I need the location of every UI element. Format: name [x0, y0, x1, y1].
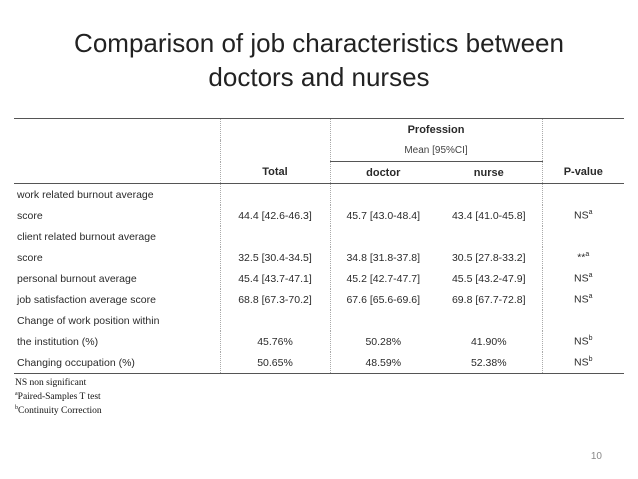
profession-header: Profession	[330, 119, 542, 141]
cell-pvalue: $NS^a$	[542, 268, 624, 289]
title-line-1: Comparison of job characteristics between	[74, 28, 564, 58]
slide-title	[20, 26, 618, 94]
row-label: client related burnout average	[17, 230, 156, 243]
row-label: job satisfaction average score	[17, 293, 156, 306]
comparison-table	[14, 118, 624, 374]
row-label: score	[17, 251, 43, 264]
table-row	[14, 268, 624, 289]
comparison-table-wrap	[14, 118, 624, 374]
title-line-2: doctors and nurses	[208, 62, 430, 92]
cell-nurse: 43.4 [41.0-45.8]	[451, 209, 526, 222]
cell-doctor: 34.8 [31.8-37.8]	[330, 247, 436, 268]
table-row	[14, 247, 624, 268]
cell-nurse: 41.90%	[470, 335, 507, 348]
table-body	[14, 184, 624, 374]
cell-doctor: 45.7 [43.0-48.4]	[330, 205, 436, 226]
cell-nurse: 30.5 [27.8-33.2]	[451, 251, 526, 264]
cell-pvalue	[542, 310, 624, 331]
footnote-b: $^b$Continuity Correction	[15, 405, 102, 417]
cell-doctor	[330, 310, 436, 331]
cell-doctor: 48.59%	[330, 352, 436, 374]
col-total-header: Total	[220, 162, 330, 184]
table-row	[14, 331, 624, 352]
cell-total: 45.76%	[220, 331, 330, 352]
col-doctor-header: doctor	[330, 162, 436, 184]
cell-total	[220, 184, 330, 206]
cell-pvalue: $NS^a$	[542, 289, 624, 310]
row-label: the institution (%)	[17, 335, 99, 348]
header-row-columns	[14, 162, 624, 184]
cell-total: 44.4 [42.6-46.3]	[220, 205, 330, 226]
table-row	[14, 352, 624, 374]
cell-total: 45.4 [43.7-47.1]	[220, 268, 330, 289]
cell-pvalue	[542, 226, 624, 247]
row-label: score	[17, 209, 43, 222]
table-row	[14, 184, 624, 206]
cell-nurse	[436, 310, 542, 331]
cell-nurse: 52.38%	[436, 352, 542, 374]
table-row	[14, 310, 624, 331]
cell-total: 50.65%	[220, 352, 330, 374]
cell-doctor: 45.2 [42.7-47.7]	[330, 268, 436, 289]
cell-doctor: 50.28%	[330, 331, 436, 352]
cell-doctor	[330, 184, 436, 206]
table-footnotes	[15, 375, 102, 417]
table-row	[14, 289, 624, 310]
col-pvalue-header: P-value	[542, 162, 624, 184]
cell-total	[220, 226, 330, 247]
row-label: Changing occupation (%)	[14, 352, 220, 374]
footnote-a: $^a$Paired-Samples T test	[15, 391, 101, 403]
col-nurse-header: nurse	[436, 162, 542, 184]
header-row-group	[14, 119, 624, 141]
cell-total: 32.5 [30.4-34.5]	[220, 247, 330, 268]
cell-total	[220, 310, 330, 331]
header-row-sub	[14, 140, 624, 162]
page-number: 10	[590, 451, 602, 462]
row-label: work related burnout average	[17, 188, 154, 201]
mean-ci-subheader: Mean [95%CI]	[330, 140, 542, 162]
footnote-ns: NS non significant	[15, 378, 87, 389]
cell-doctor: 67.6 [65.6-69.6]	[330, 289, 436, 310]
row-label: personal burnout average	[17, 272, 137, 285]
cell-total: 68.8 [67.3-70.2]	[220, 289, 330, 310]
cell-nurse: 45.5 [43.2-47.9]	[451, 272, 526, 285]
row-label: Change of work position within	[17, 314, 160, 327]
cell-pvalue: **$^a$	[542, 247, 624, 268]
table-row	[14, 226, 624, 247]
table-row	[14, 205, 624, 226]
cell-pvalue: $NS^b$	[542, 331, 624, 352]
cell-nurse: 69.8 [67.7-72.8]	[451, 293, 526, 306]
cell-pvalue	[542, 184, 624, 206]
cell-nurse	[436, 184, 542, 206]
cell-doctor	[330, 226, 436, 247]
cell-pvalue: $NS^a$	[542, 205, 624, 226]
cell-pvalue: $NS^b$	[542, 352, 624, 374]
cell-nurse	[436, 226, 542, 247]
